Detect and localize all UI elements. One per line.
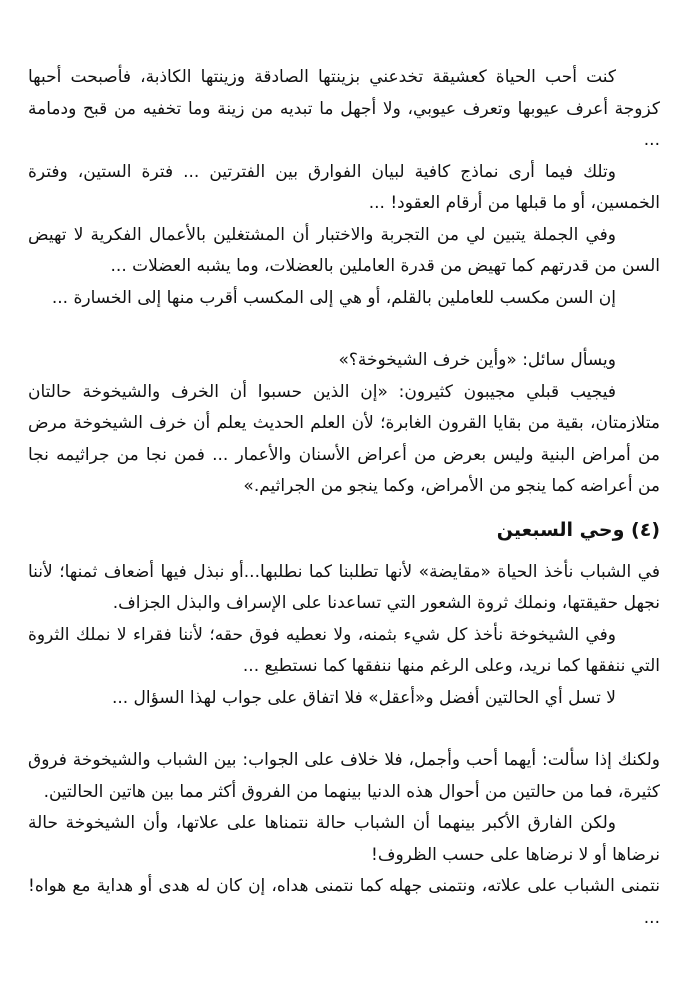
paragraph-gap xyxy=(28,314,660,345)
paragraph: وفي الجملة يتبين لي من التجربة والاختبار أن المشتغلين بالأعمال الفكرية لا تهيض السن من قدرتهم كما تهيض من قدرة العاملين بالعضلات، وما يشبه العضلات ... xyxy=(28,224,660,276)
paragraph-gap xyxy=(28,714,660,745)
paragraph: نتمنى الشباب على علاته، ونتمنى جهله كما نتمنى هداه، إن كان له هدى أو هداية مع هواه! ... xyxy=(28,876,660,928)
paragraph: ولكن الفارق الأكبر بينهما أن الشباب حالة نتمناها على علاتها، وأن الشيخوخة حالة نرضاها أو لا نرضاها على حسب الظروف! xyxy=(28,813,660,865)
paragraph: وتلك فيما أرى نماذج كافية لبيان الفوارق بين الفترتين ... فترة الستين، وفترة الخمسين، أو ما قبلها من أرقام العقود! ... xyxy=(28,161,660,213)
paragraph: لا تسل أي الحالتين أفضل و«أعقل» فلا اتفاق على جواب لهذا السؤال ... xyxy=(111,687,616,708)
paragraph: كنت أحب الحياة كعشيقة تخدعني بزينتها الصادقة وزينتها الكاذبة، فأصبحت أحبها كزوجة أعرف عيوبها وتعرف عيوبي، ولا أجهل ما تبديه من زينة وما تخفيه من قبح ودمامة ... xyxy=(28,67,660,150)
document-page xyxy=(28,62,660,934)
paragraph: فيجيب قبلي مجيبون كثيرون: «إن الذين حسبوا أن الخرف والشيخوخة حالتان متلازمتان، بقية من بقايا القرون الغابرة؛ لأن العلم الحديث يعلم أن خرف الشيخوخة مرض من أمراض البنية وليس بعرض من أعراض الأسنان والأعمار ... فمن نجا من جراثيمه نجا من أعراضه كما ينجو من الأمراض، وكما ينجو من الجراثيم.» xyxy=(28,381,660,496)
paragraph: وفي الشيخوخة نأخذ كل شيء بثمنه، ولا نعطيه فوق حقه؛ لأننا فقراء لا نملك الثروة التي ننفقها كما نريد، وعلى الرغم منها ننفقها كما نستطيع ... xyxy=(28,624,660,676)
paragraph: إن السن مكسب للعاملين بالقلم، أو هي إلى المكسب أقرب منها إلى الخسارة ... xyxy=(51,287,616,308)
paragraph: ولكنك إذا سألت: أيهما أحب وأجمل، فلا خلاف على الجواب: بين الشباب والشيخوخة فروق كثيرة، فما من حالتين من أحوال هذه الدنيا بينهما من الفروق أكثر مما بين هاتين الحالتين. xyxy=(28,750,660,802)
paragraph: في الشباب نأخذ الحياة «مقايضة» لأنها تطلبنا كما نطلبها...أو نبذل فيها أضعاف ثمنها؛ لأننا نجهل حقيقتها، ونملك ثروة الشعور التي تساعدنا على الإسراف والبذل الجزاف. xyxy=(28,561,660,613)
paragraph: ويسأل سائل: «وأين خرف الشيخوخة؟» xyxy=(338,350,616,370)
section-heading: (٤) وحي السبعين xyxy=(496,518,660,541)
